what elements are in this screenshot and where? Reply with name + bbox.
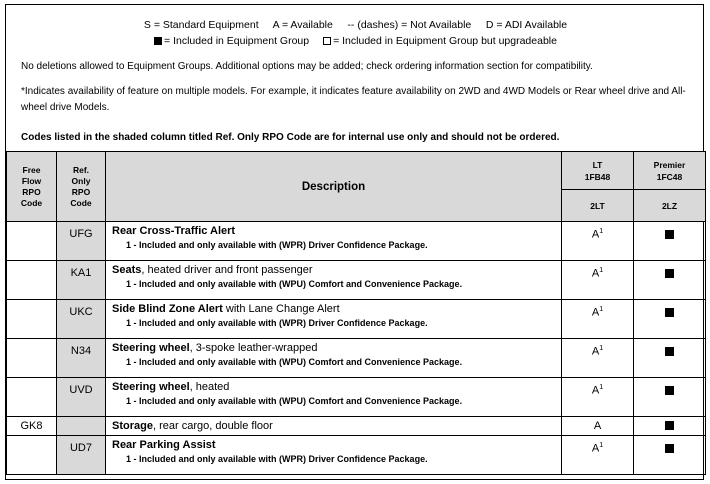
footnote-marker: 1: [599, 345, 604, 352]
feature-name: Seats: [112, 264, 142, 276]
legend-line: S = Standard Equipment A = Available -- (dashes) = Not Available D = ADI Available: [143, 19, 568, 31]
feature-name: Storage: [112, 420, 153, 432]
premier-availability: [634, 378, 706, 417]
feature-detail: , rear cargo, double floor: [152, 420, 273, 432]
feature-name: Steering wheel: [112, 342, 190, 354]
free-flow-code: [7, 300, 57, 339]
footnote-marker: 1: [599, 228, 604, 235]
premier-availability: [634, 261, 706, 300]
ref-only-code: UD7: [57, 436, 106, 475]
free-flow-code: [7, 222, 57, 261]
footnote-marker: 1: [599, 306, 604, 313]
ref-only-code: UKC: [57, 300, 106, 339]
table-row: [7, 436, 706, 475]
feature-name: Side Blind Zone Alert: [112, 303, 223, 315]
feature-note: 1 - Included and only available with (WPU) Comfort and Convenience Package.: [126, 396, 463, 406]
lt-availability: $A^1$: [562, 261, 634, 300]
feature-name: Rear Parking Assist: [112, 439, 216, 451]
included-square-icon: [665, 347, 674, 356]
description-cell: [106, 300, 562, 339]
feature-detail: , 3-spoke leather-wrapped: [189, 342, 318, 354]
note-asterisk: *Indicates availability of feature on multiple models. For example, it indicates feature availability on 2WD and 4WD Models or Rear wheel drive and All-wheel drive Models.: [21, 86, 686, 113]
header-lt-group: 2LT: [562, 190, 634, 222]
description-cell: [106, 222, 562, 261]
lt-availability: $A^1$: [562, 339, 634, 378]
filled-square-icon: [154, 37, 162, 45]
description-cell: [106, 417, 562, 436]
feature-name: Rear Cross-Traffic Alert: [112, 225, 236, 237]
feature-note: 1 - Included and only available with (WPR) Driver Confidence Package.: [126, 318, 428, 328]
feature-note: 1 - Included and only available with (WPR) Driver Confidence Package.: [126, 454, 428, 464]
included-square-icon: [665, 230, 674, 239]
ref-only-code: [57, 417, 106, 436]
free-flow-code: [7, 261, 57, 300]
spec-sheet: [5, 4, 704, 480]
included-square-icon: [665, 444, 674, 453]
table-row: [7, 378, 706, 417]
open-square-icon: [323, 37, 331, 45]
feature-note: 1 - Included and only available with (WPR) Driver Confidence Package.: [126, 240, 428, 250]
ref-only-code: UVD: [57, 378, 106, 417]
free-flow-code: [7, 378, 57, 417]
feature-detail: , heated driver and front passenger: [141, 264, 313, 276]
legend: [6, 17, 705, 49]
lt-availability: A: [562, 417, 634, 436]
table-row: [7, 222, 706, 261]
feature-note: 1 - Included and only available with (WPU) Comfort and Convenience Package.: [126, 357, 463, 367]
free-flow-code: [7, 436, 57, 475]
legend-upgradeable: = Included in Equipment Group but upgradeable: [333, 35, 557, 47]
lt-availability: $A^1$: [562, 300, 634, 339]
footnote-marker: 1: [599, 384, 604, 391]
header-free-flow: Free Flow RPO Code: [7, 152, 57, 222]
description-cell: [106, 378, 562, 417]
table-row: [7, 261, 706, 300]
description-cell: [106, 339, 562, 378]
footnote-marker: 1: [599, 442, 604, 449]
note-no-deletions: No deletions allowed to Equipment Groups. Additional options may be added; check ordering information section for compatibility.: [21, 61, 593, 72]
header-premier-group: 2LZ: [634, 190, 706, 222]
premier-availability: [634, 417, 706, 436]
description-cell: [106, 436, 562, 475]
feature-note: 1 - Included and only available with (WPU) Comfort and Convenience Package.: [126, 279, 463, 289]
table-row: [7, 417, 706, 436]
free-flow-code: GK8: [7, 417, 57, 436]
header-ref-only: Ref. Only RPO Code: [57, 152, 106, 222]
ref-only-code: KA1: [57, 261, 106, 300]
premier-availability: [634, 222, 706, 261]
header-lt: LT 1FB48: [562, 152, 634, 190]
feature-name: Steering wheel: [112, 381, 190, 393]
feature-detail: with Lane Change Alert: [222, 303, 340, 315]
premier-availability: [634, 300, 706, 339]
included-square-icon: [665, 308, 674, 317]
included-square-icon: [665, 269, 674, 278]
description-cell: [106, 261, 562, 300]
lt-availability: $A^1$: [562, 222, 634, 261]
included-square-icon: [665, 386, 674, 395]
note-codes: Codes listed in the shaded column titled Ref. Only RPO Code are for internal use only and should not be ordered.: [21, 132, 560, 143]
header-description: Description: [106, 152, 562, 222]
feature-detail: , heated: [189, 381, 230, 393]
premier-availability: [634, 436, 706, 475]
ref-only-code: UFG: [57, 222, 106, 261]
lt-availability: $A^1$: [562, 378, 634, 417]
lt-availability: $A^1$: [562, 436, 634, 475]
equipment-table: [6, 151, 706, 475]
table-row: [7, 339, 706, 378]
free-flow-code: [7, 339, 57, 378]
premier-availability: [634, 339, 706, 378]
legend-included: = Included in Equipment Group: [164, 35, 310, 47]
ref-only-code: N34: [57, 339, 106, 378]
header-premier: Premier 1FC48: [634, 152, 706, 190]
table-row: [7, 300, 706, 339]
included-square-icon: [665, 421, 674, 430]
footnote-marker: 1: [599, 267, 604, 274]
